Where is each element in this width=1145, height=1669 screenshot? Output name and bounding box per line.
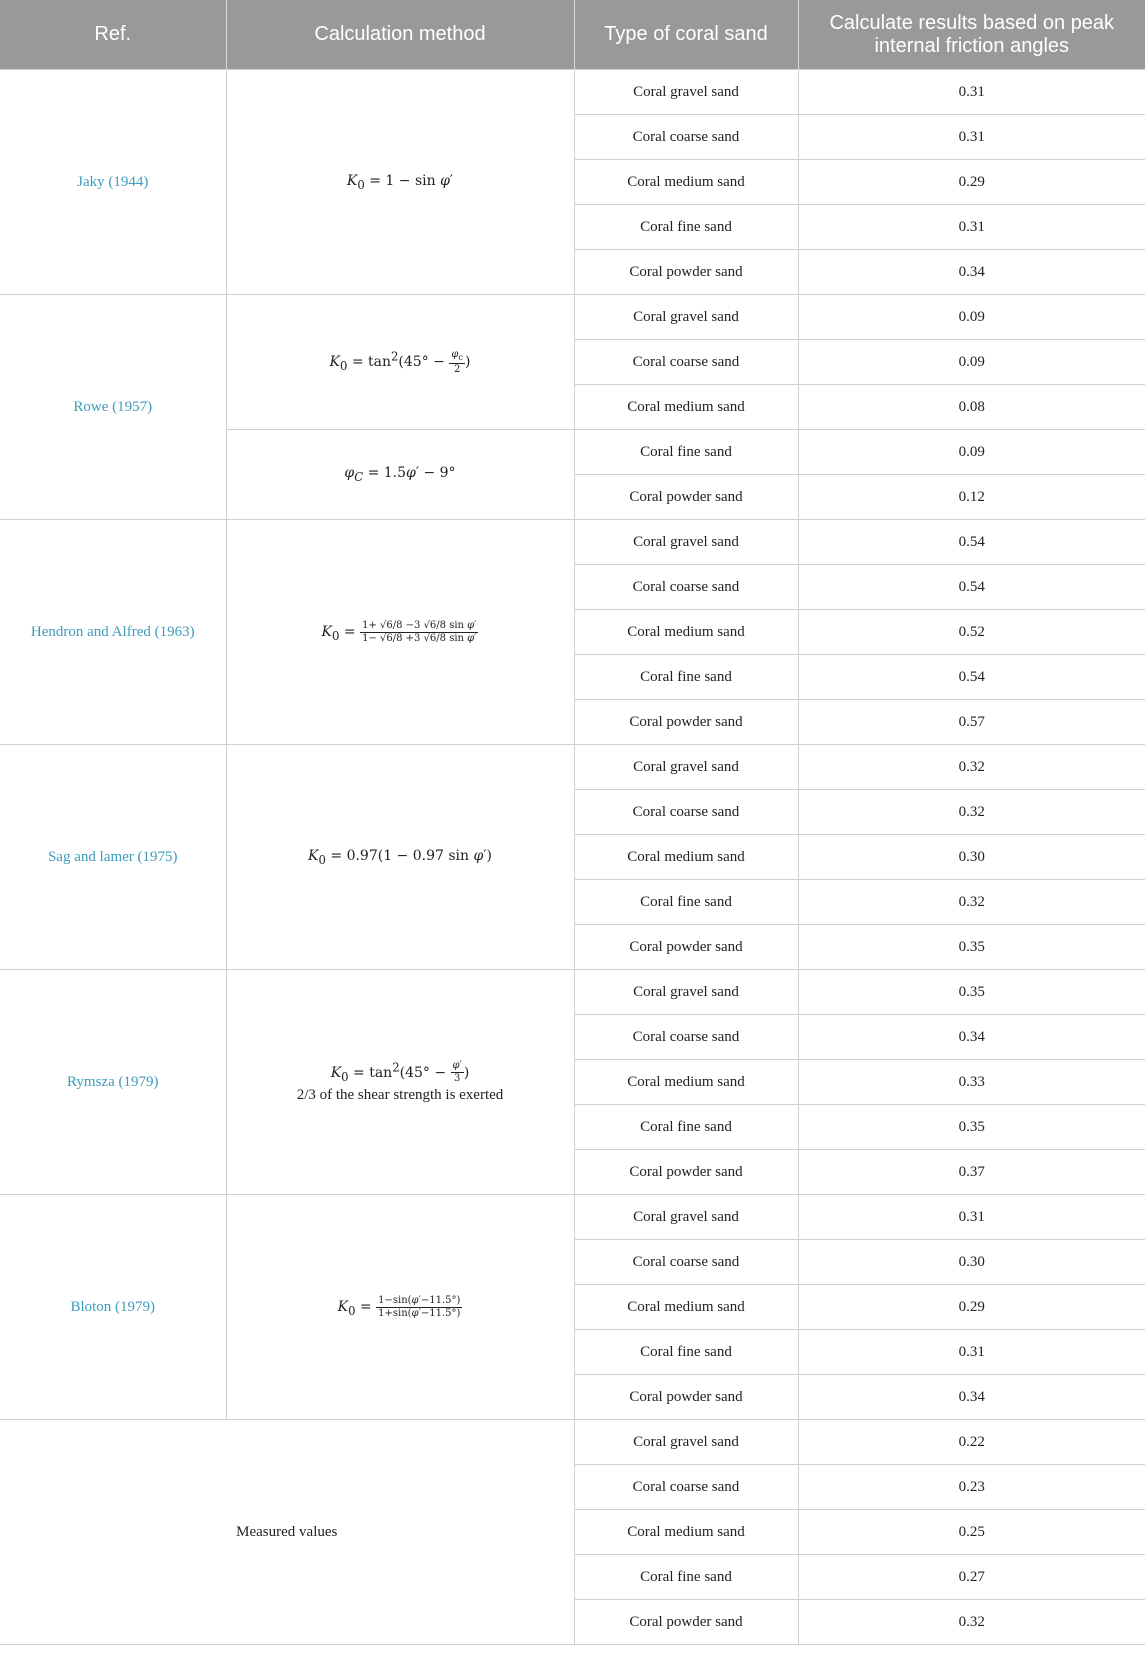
result-value: 0.31: [798, 1330, 1145, 1375]
sand-type: Coral gravel sand: [574, 520, 798, 565]
table-row: [0, 520, 1145, 565]
sand-type: Coral medium sand: [574, 835, 798, 880]
formula-rowe: $K_0 = \tan^2(45^\circ$ − $\frac{\varphi_c}{2}$ ): [329, 348, 471, 375]
table-row: [0, 70, 1145, 115]
formula-rowe-critical: $\varphi_C = 1.5\varphi' - 9^\circ$: [344, 465, 456, 484]
sand-type: Coral powder sand: [574, 1375, 798, 1420]
sand-type: Coral coarse sand: [574, 790, 798, 835]
result-value: 0.54: [798, 565, 1145, 610]
ref-rowe[interactable]: Rowe (1957): [0, 295, 226, 520]
formula-jaky: $K_0 = 1 - \sin \varphi'$: [346, 172, 454, 192]
sand-type: Coral powder sand: [574, 700, 798, 745]
sand-type: Coral powder sand: [574, 475, 798, 520]
sand-type: Coral medium sand: [574, 1510, 798, 1555]
ref-hendron[interactable]: Hendron and Alfred (1963): [0, 520, 226, 745]
result-value: 0.31: [798, 1195, 1145, 1240]
formula-rymsza: $K_0 = \tan^2(45^\circ$ − $\frac{\varphi'}{3}$ ): [330, 1059, 470, 1085]
result-value: 0.31: [798, 115, 1145, 160]
sand-type: Coral fine sand: [574, 430, 798, 475]
result-value: 0.23: [798, 1465, 1145, 1510]
result-value: 0.57: [798, 700, 1145, 745]
method-rymsza: [226, 970, 574, 1195]
sand-type: Coral medium sand: [574, 1060, 798, 1105]
formula-bloton: $K_0$ = $\frac{1-\sin(\varphi'-11.5^\circ)}{1+\sin(\varphi'-11.5^\circ)}$: [337, 1294, 461, 1319]
sand-type: Coral fine sand: [574, 1105, 798, 1150]
result-value: 0.27: [798, 1555, 1145, 1600]
result-value: 0.35: [798, 970, 1145, 1015]
header-row: [0, 0, 1145, 70]
sand-type: Coral fine sand: [574, 205, 798, 250]
sand-type: Coral fine sand: [574, 1330, 798, 1375]
result-value: 0.32: [798, 1600, 1145, 1645]
ref-jaky[interactable]: Jaky (1944): [0, 70, 226, 295]
result-value: 0.29: [798, 160, 1145, 205]
sand-type: Coral powder sand: [574, 925, 798, 970]
result-value: 0.32: [798, 880, 1145, 925]
result-value: 0.29: [798, 1285, 1145, 1330]
sand-type: Coral coarse sand: [574, 115, 798, 160]
ref-sag-lamer[interactable]: Sag and lamer (1975): [0, 745, 226, 970]
sand-type: Coral powder sand: [574, 1150, 798, 1195]
measured-values-label: Measured values: [0, 1420, 574, 1645]
method-rowe: [226, 295, 574, 430]
sand-type: Coral coarse sand: [574, 1465, 798, 1510]
sand-type: Coral fine sand: [574, 655, 798, 700]
sand-type: Coral coarse sand: [574, 340, 798, 385]
sand-type: Coral medium sand: [574, 1285, 798, 1330]
header-method: Calculation method: [226, 0, 574, 70]
sand-type: Coral medium sand: [574, 610, 798, 655]
sand-type: Coral gravel sand: [574, 970, 798, 1015]
sand-type: Coral gravel sand: [574, 1195, 798, 1240]
sand-type: Coral fine sand: [574, 1555, 798, 1600]
header-type: Type of coral sand: [574, 0, 798, 70]
method-hendron: [226, 520, 574, 745]
result-value: 0.35: [798, 1105, 1145, 1150]
table-row: [0, 1195, 1145, 1240]
sand-type: Coral gravel sand: [574, 1420, 798, 1465]
result-value: 0.33: [798, 1060, 1145, 1105]
formula-sag-lamer: $K_0 = 0.97(1 - 0.97$ sin φ′): [308, 847, 492, 867]
result-value: 0.31: [798, 70, 1145, 115]
result-value: 0.32: [798, 745, 1145, 790]
table-row: [0, 970, 1145, 1015]
ref-rymsza[interactable]: Rymsza (1979): [0, 970, 226, 1195]
method-jaky: [226, 70, 574, 295]
result-value: 0.34: [798, 1375, 1145, 1420]
result-value: 0.30: [798, 835, 1145, 880]
method-bloton: [226, 1195, 574, 1420]
sand-type: Coral medium sand: [574, 160, 798, 205]
result-value: 0.52: [798, 610, 1145, 655]
table-row: [0, 1420, 1145, 1465]
sand-type: Coral coarse sand: [574, 1240, 798, 1285]
table-row: [0, 745, 1145, 790]
result-value: 0.30: [798, 1240, 1145, 1285]
sand-type: Coral medium sand: [574, 385, 798, 430]
result-value: 0.12: [798, 475, 1145, 520]
result-value: 0.34: [798, 1015, 1145, 1060]
result-value: 0.09: [798, 340, 1145, 385]
header-ref: Ref.: [0, 0, 226, 70]
result-value: 0.37: [798, 1150, 1145, 1195]
result-value: 0.31: [798, 205, 1145, 250]
method-rowe-critical: [226, 430, 574, 520]
table-row: [0, 295, 1145, 340]
ref-bloton[interactable]: Bloton (1979): [0, 1195, 226, 1420]
method-sag-lamer: [226, 745, 574, 970]
method-note-rymsza: 2/3 of the shear strength is exerted: [296, 1087, 504, 1104]
result-value: 0.08: [798, 385, 1145, 430]
sand-type: Coral powder sand: [574, 1600, 798, 1645]
result-value: 0.22: [798, 1420, 1145, 1465]
header-result: Calculate results based on peak internal friction angles: [798, 0, 1145, 70]
result-value: 0.09: [798, 430, 1145, 475]
result-value: 0.32: [798, 790, 1145, 835]
result-value: 0.35: [798, 925, 1145, 970]
result-value: 0.54: [798, 520, 1145, 565]
sand-type: Coral gravel sand: [574, 295, 798, 340]
result-value: 0.09: [798, 295, 1145, 340]
sand-type: Coral gravel sand: [574, 745, 798, 790]
sand-type: Coral coarse sand: [574, 1015, 798, 1060]
sand-type: Coral powder sand: [574, 250, 798, 295]
sand-type: Coral fine sand: [574, 880, 798, 925]
result-value: 0.34: [798, 250, 1145, 295]
sand-type: Coral gravel sand: [574, 70, 798, 115]
formula-hendron: $K_0$ = $\frac{\text{1+ √6/8 −3 √6/8 sin φ′}}{\text{1− √6/8 +3 √6/8 sin φ′}}$: [321, 619, 477, 644]
result-value: 0.54: [798, 655, 1145, 700]
sand-type: Coral coarse sand: [574, 565, 798, 610]
result-value: 0.25: [798, 1510, 1145, 1555]
